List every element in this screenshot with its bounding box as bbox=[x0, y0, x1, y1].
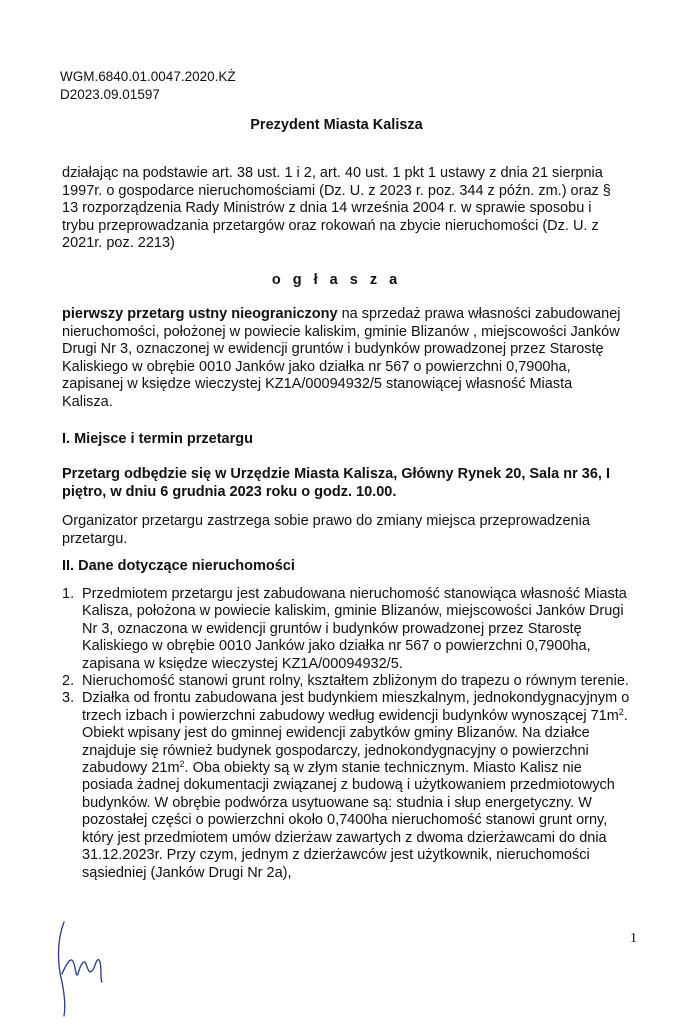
intro-text: na sprzedaż prawa własności zabudowanej nieruchomości, położonej w powiecie kaliskim, gminie Blizanów , miejscowości Janków Drugi Nr 3, oznaczonej w ewidencji gruntów i budynków prowadzonej przez Starostę Kaliskiego w obrębie 0010 Janków jako działka nr 567 o powierzchni 0,7900ha, zapisanej w księdze wieczystej KZ1A/00094932/5 stanowiącej własność Miasta Kalisza. bbox=[62, 306, 621, 410]
superscript: 2 bbox=[179, 759, 185, 770]
case-reference: WGM.6840.01.0047.2020.KŻ bbox=[60, 69, 236, 84]
organizer-note: Organizator przetargu zastrzega sobie prawo do zmiany miejsca przeprowadzenia przetargu. bbox=[62, 513, 590, 547]
list-item-number: 3. bbox=[62, 690, 75, 707]
announcement-word: o g ł a s z a bbox=[271, 272, 402, 288]
reference-numbers bbox=[60, 68, 236, 104]
intro-paragraph bbox=[62, 306, 622, 412]
superscript: 2 bbox=[618, 706, 624, 717]
section-heading-place-time: I. Miejsce i termin przetargu bbox=[62, 431, 253, 447]
issuer-title: Prezydent Miasta Kalisza bbox=[250, 117, 423, 133]
document-reference: D2023.09.01597 bbox=[60, 87, 160, 102]
list-item bbox=[62, 690, 634, 881]
list-item-text-part: . Oba obiekty są w złym stanie technicznym. Miasto Kalisz nie posiada żadnej dokumentacji związanej z budową i użytkowaniem przedmiotowych budynków. W obrębie podwórza usytuowane są: studnia i słup energetyczny. W pozostałej części o powierzchni około 0,7400ha nieruchomość stanowi grunt orny, który jest przedmiotem umów dzierżaw zawartych z dwoma dzierżawcami do dnia 31.12.2023r. Przy czym, jednym z dzierżawców jest użytkownik, nieruchomości sąsiedniej (Janków Drugi Nr 2a), bbox=[82, 760, 615, 881]
legal-basis-paragraph: działając na podstawie art. 38 ust. 1 i 2, art. 40 ust. 1 pkt 1 ustawy z dnia 21 sierpnia 1997r. o gospodarce nieruchomościami (Dz. U. z 2023 r. poz. 344 z późn. zm.) oraz § 13 rozporządzenia Rady Ministrów z dnia 14 września 2004 r. w sprawie sposobu i trybu przeprowadzania przetargów oraz rokowań na zbycie nieruchomości (Dz. U. z 2021r. poz. 2213) bbox=[62, 165, 611, 252]
list-item-text-part: . Obiekt wpisany jest do gminnej ewidencji zabytków gminy Blizanów. Na działce znajduje się również budynek gospodarczy, jednokondygnacyjny o powierzchni zabudowy 21m bbox=[82, 707, 628, 777]
list-item bbox=[62, 673, 634, 690]
tender-type: pierwszy przetarg ustny nieograniczony bbox=[62, 306, 338, 322]
list-item-text-part: Działka od frontu zabudowana jest budynkiem mieszkalnym, jednokondygnacyjnym o trzech izbach i powierzchni zabudowy według ewidencji budynków wynoszącej 71m bbox=[82, 690, 630, 724]
list-item bbox=[62, 586, 634, 673]
tender-date-paragraph: Przetarg odbędzie się w Urzędzie Miasta Kalisza, Główny Rynek 20, Sala nr 36, I piętro, w dniu 6 grudnia 2023 roku o godz. 10.00. bbox=[62, 466, 610, 500]
list-item-number: 1. bbox=[62, 586, 75, 602]
page-number: 1 bbox=[630, 931, 637, 946]
section-heading-property-data: II. Dane dotyczące nieruchomości bbox=[62, 558, 295, 574]
list-item-text: Nieruchomość stanowi grunt rolny, kształtem zbliżonym do trapezu o równym terenie. bbox=[82, 673, 629, 690]
handwritten-signature bbox=[50, 912, 120, 1022]
list-item-text: Przedmiotem przetargu jest zabudowana nieruchomość stanowiąca własność Miasta Kalisza, położona w powiecie kaliskim, gminie Blizanów, miejscowości Janków Drugi Nr 3, oznaczona w ewidencji gruntów i budynków prowadzonej przez Starostę Kaliskiego w obrębie 0010 Janków jako działka nr 567 o powierzchni 0,7900ha, zapisana w księdze wieczystej KZ1A/00094932/5. bbox=[82, 586, 627, 672]
list-item-number: 2. bbox=[62, 673, 75, 690]
property-details-list bbox=[62, 586, 634, 882]
